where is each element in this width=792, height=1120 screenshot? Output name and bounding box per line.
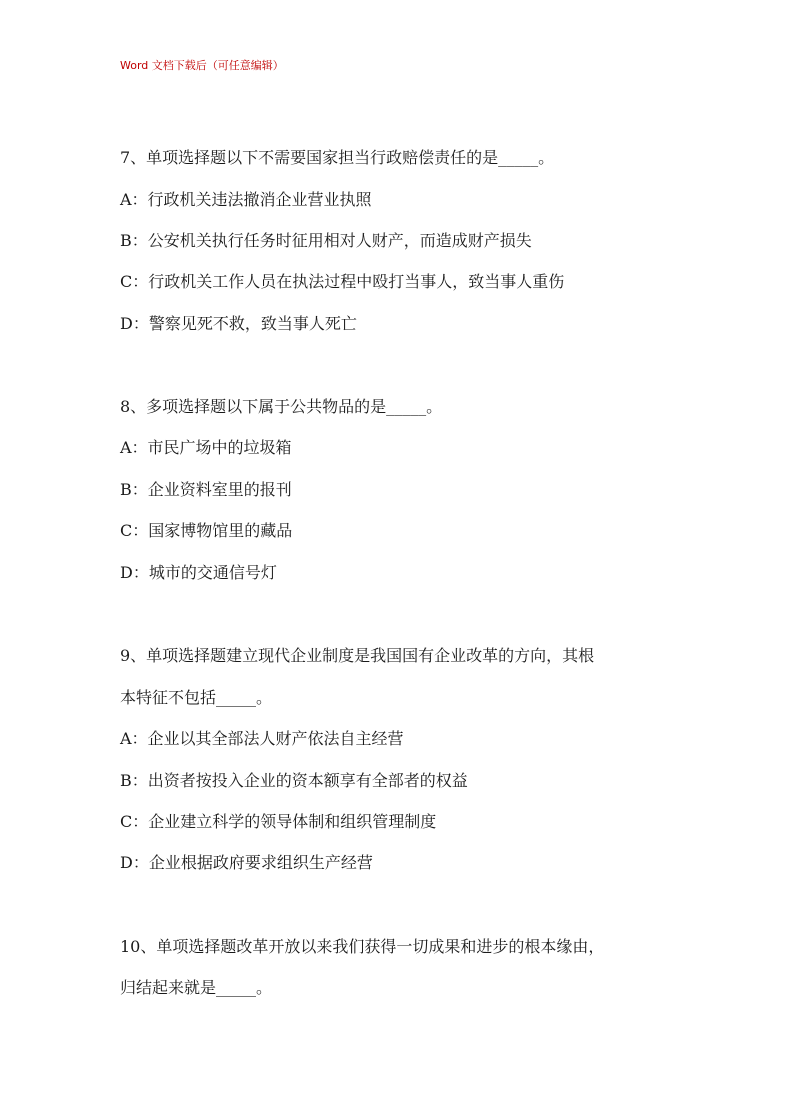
question-7-option-a: A：行政机关违法撤消企业营业执照 [120, 190, 372, 209]
question-10-stem-line-2: 归结起来就是_____。 [120, 978, 273, 997]
question-8-stem: 8、多项选择题以下属于公共物品的是_____。 [120, 397, 443, 416]
question-9-stem-line-2: 本特征不包括_____。 [120, 688, 273, 707]
question-7-option-b: B：公安机关执行任务时征用相对人财产，而造成财产损失 [120, 231, 532, 250]
question-7-stem: 7、单项选择题以下不需要国家担当行政赔偿责任的是_____。 [120, 148, 555, 167]
question-8-option-c: C：国家博物馆里的藏品 [120, 521, 293, 540]
question-9-option-d: D：企业根据政府要求组织生产经营 [120, 853, 373, 872]
question-10-stem-line-1: 10、单项选择题改革开放以来我们获得一切成果和进步的根本缘由， [120, 937, 605, 956]
question-8-option-a: A：市民广场中的垃圾箱 [120, 438, 292, 457]
question-9-option-a: A：企业以其全部法人财产依法自主经营 [120, 729, 404, 748]
header-note: Word 文档下载后（可任意编辑） [120, 59, 284, 72]
question-9-stem-line-1: 9、单项选择题建立现代企业制度是我国国有企业改革的方向，其根 [120, 646, 595, 665]
question-8-option-d: D：城市的交通信号灯 [120, 563, 277, 582]
question-8-option-b: B：企业资料室里的报刊 [120, 480, 292, 499]
question-9-option-c: C：企业建立科学的领导体制和组织管理制度 [120, 812, 437, 831]
question-9-option-b: B：出资者按投入企业的资本额享有全部者的权益 [120, 771, 468, 790]
question-7-option-d: D：警察见死不救，致当事人死亡 [120, 314, 357, 333]
question-7-option-c: C：行政机关工作人员在执法过程中殴打当事人，致当事人重伤 [120, 272, 565, 291]
